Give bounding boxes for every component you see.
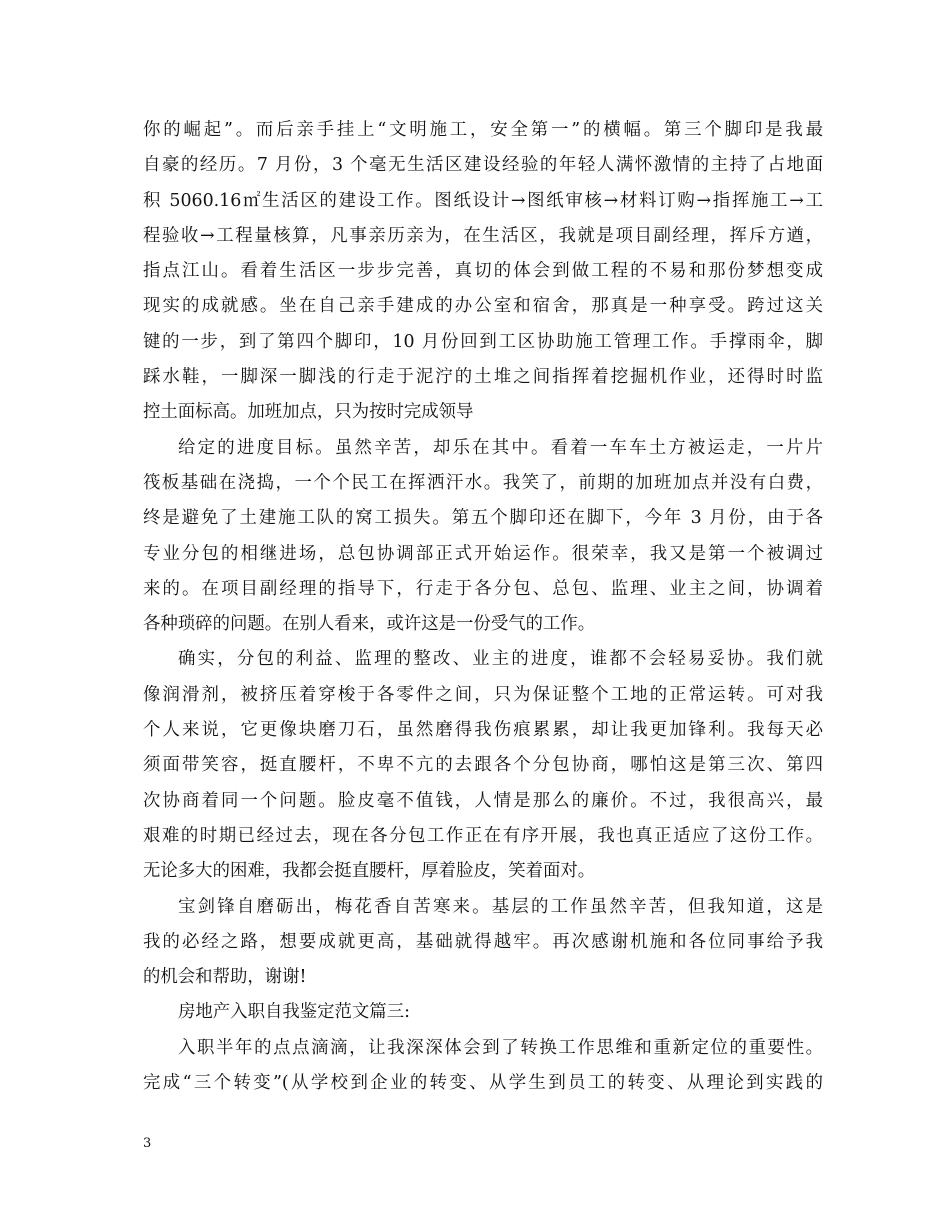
- text-line: 自豪的经历。7 月份，3 个毫无生活区建设经验的年轻人满怀激情的主持了占地面: [143, 155, 823, 176]
- text-line: 的机会和帮助，谢谢!: [143, 967, 307, 988]
- page-number: 3: [143, 1136, 152, 1151]
- text-line: 我的必经之路，想要成就更高，基础就得越牢。再次感谢机施和各位同事给予我: [143, 931, 823, 952]
- text-line: 控土面标高。加班加点，只为按时完成领导: [143, 402, 474, 423]
- text-line: 完成“三个转变”(从学校到企业的转变、从学生到员工的转变、从理论到实践的: [143, 1073, 823, 1094]
- text-line: 各种琐碎的问题。在别人看来，或许这是一份受气的工作。: [143, 614, 596, 635]
- section-heading: 房地产入职自我鉴定范文篇三:: [178, 1002, 410, 1023]
- paragraph-first-line: 宝剑锋自磨砺出，梅花香自苦寒来。基层的工作虽然辛苦，但我知道，这是: [178, 896, 823, 917]
- paragraph-first-line: 给定的进度目标。虽然辛苦，却乐在其中。看着一车车土方被运走，一片片: [178, 437, 823, 458]
- paragraph-first-line: 确实，分包的利益、监理的整改、业主的进度，谁都不会轻易妥协。我们就: [178, 649, 823, 670]
- text-line: 须面带笑容，挺直腰杆，不卑不亢的去跟各个分包协商，哪怕这是第三次、第四: [143, 755, 823, 776]
- text-line: 无论多大的困难，我都会挺直腰杆，厚着脸皮，笑着面对。: [143, 861, 596, 882]
- text-line: 终是避免了土建施工队的窝工损失。第五个脚印还在脚下，今年 3 月份，由于各: [143, 508, 823, 529]
- text-line: 艰难的时期已经过去，现在各分包工作正在有序开展，我也真正适应了这份工作。: [143, 825, 823, 846]
- text-line: 你的崛起”。而后亲手挂上“文明施工，安全第一”的横幅。第三个脚印是我最: [143, 120, 823, 140]
- document-body: [143, 116, 823, 1104]
- text-line: 键的一步，到了第四个脚印，10 月份回到工区协助施工管理工作。手撑雨伞，脚: [143, 331, 823, 352]
- text-line: 个人来说，它更像块磨刀石，虽然磨得我伤痕累累，却让我更加锋利。我每天必: [143, 720, 823, 741]
- text-line: 次协商着同一个问题。脸皮毫不值钱，人情是那么的廉价。不过，我很高兴，最: [143, 790, 823, 811]
- text-line: 踩水鞋，一脚深一脚浅的行走于泥泞的土堆之间指挥着挖掘机作业，还得时时监: [143, 367, 823, 388]
- text-line: 程验收→工程量核算，凡事亲历亲为，在生活区，我就是项目副经理，挥斥方遒，: [143, 225, 823, 246]
- text-line: 指点江山。看着生活区一步步完善，真切的体会到做工程的不易和那份梦想变成: [143, 261, 823, 282]
- text-line: 像润滑剂，被挤压着穿梭于各零件之间，只为保证整个工地的正常运转。可对我: [143, 684, 823, 705]
- paragraph-first-line: 入职半年的点点滴滴，让我深深体会到了转换工作思维和重新定位的重要性。: [178, 1037, 823, 1058]
- text-line: 筏板基础在浇捣，一个个民工在挥洒汗水。我笑了，前期的加班加点并没有白费，: [143, 472, 823, 493]
- text-line: 来的。在项目副经理的指导下，行走于各分包、总包、监理、业主之间，协调着: [143, 578, 823, 599]
- text-line: 积 5060.16㎡生活区的建设工作。图纸设计→图纸审核→材料订购→指挥施工→工: [143, 190, 823, 211]
- text-line: 现实的成就感。坐在自己亲手建成的办公室和宿舍，那真是一种享受。跨过这关: [143, 296, 823, 317]
- text-line: 专业分包的相继进场，总包协调部正式开始运作。很荣幸，我又是第一个被调过: [143, 543, 823, 564]
